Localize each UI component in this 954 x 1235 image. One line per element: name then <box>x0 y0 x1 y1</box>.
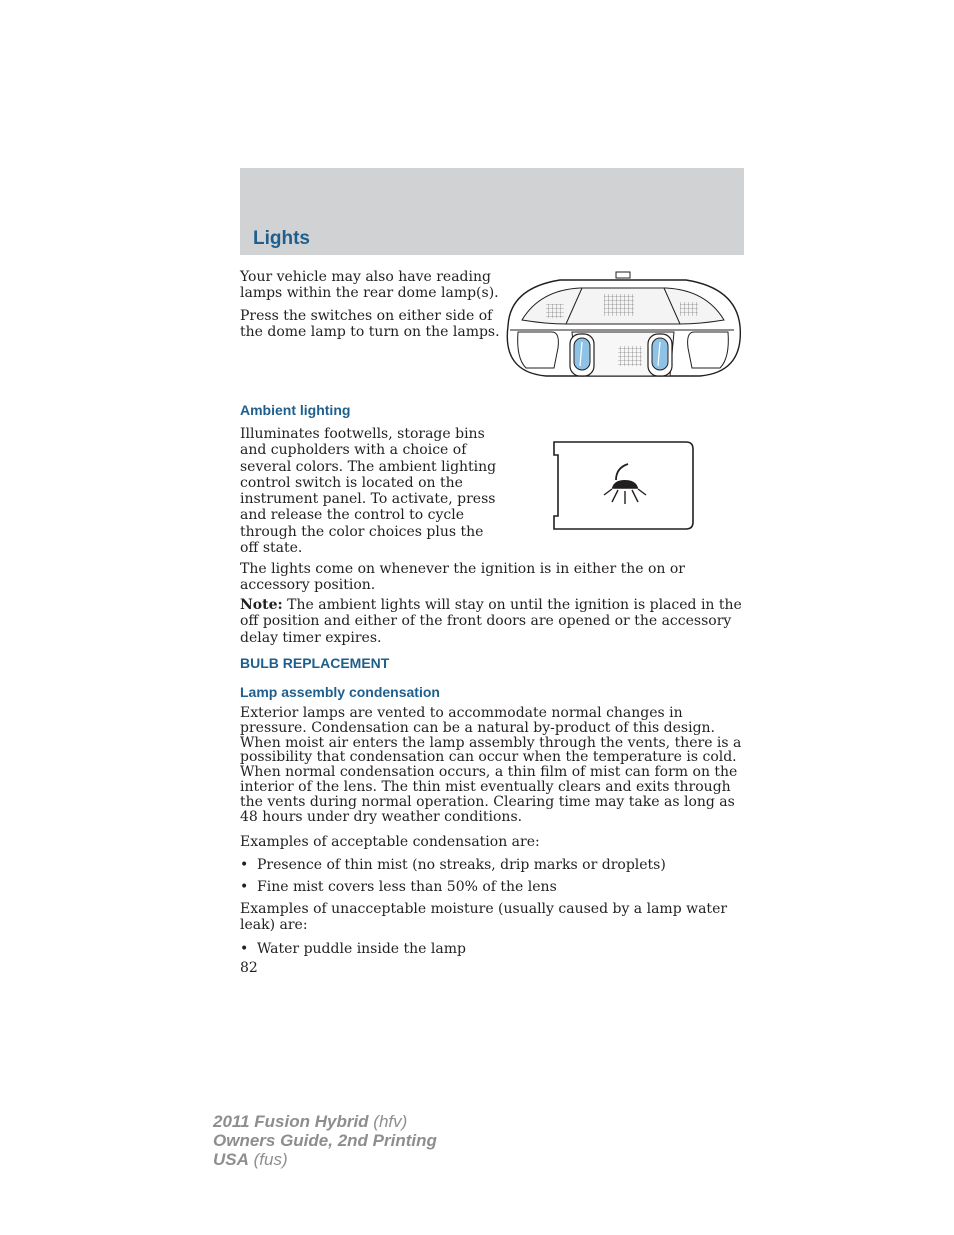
note-text: The ambient lights will stay on until the ignition is placed in the off position and either of the front doors are opened or the accessory delay timer expires. <box>240 597 742 646</box>
condensation-paragraph: Exterior lamps are vented to accommodate normal changes in pressure. Condensation can be a natural by-product of this design. When moist air enters the lamp assembly through the vents, there is a possibility that condensation can occur when the temperature is cold. When normal condensation occurs, a thin film of mist can form on the interior of the lens. The thin mist eventually clears and exits through the vents during normal operation. Clearing time may take as long as 48 hours under dry weather conditions. <box>240 705 742 825</box>
bulb-replacement-heading: BULB REPLACEMENT <box>240 655 390 671</box>
ambient-paragraph-1: Illuminates footwells, storage bins and cupholders with a choice of several colors. The ambient lighting control switch is located on the instrument panel. To activate, press and release the control to cycle through the color choices plus the off state. <box>240 426 497 557</box>
ambient-paragraph-2: The lights come on whenever the ignition is in either the on or accessory position. <box>240 561 685 594</box>
document-footer <box>213 1112 437 1169</box>
footer-region-code: (fus) <box>248 1150 288 1169</box>
list-item: • Presence of thin mist (no streaks, drip marks or droplets) <box>240 857 666 873</box>
footer-model: 2011 Fusion Hybrid <box>213 1112 369 1131</box>
ambient-note <box>240 597 752 646</box>
footer-guide: Owners Guide, 2nd Printing <box>213 1131 437 1150</box>
unacceptable-intro: Examples of unacceptable moisture (usually caused by a lamp water leak) are: <box>240 901 728 933</box>
ambient-lighting-heading: Ambient lighting <box>240 402 351 418</box>
intro-paragraph-1: Your vehicle may also have reading lamps within the rear dome lamp(s). <box>240 269 499 302</box>
section-header-band <box>240 168 744 255</box>
list-item: • Water puddle inside the lamp <box>240 941 466 957</box>
footer-region: USA <box>213 1150 249 1169</box>
lamp-condensation-heading: Lamp assembly condensation <box>240 684 440 700</box>
footer-model-code: (hfv) <box>368 1112 408 1131</box>
list-item: • Fine mist covers less than 50% of the lens <box>240 879 557 895</box>
intro-paragraph-2: Press the switches on either side of the dome lamp to turn on the lamps. <box>240 308 500 341</box>
note-label: Note: <box>240 597 283 613</box>
section-title: Lights <box>253 228 310 249</box>
page-number: 82 <box>240 960 258 976</box>
ambient-lighting-icon <box>552 440 696 532</box>
dome-lamp-illustration <box>500 268 746 382</box>
acceptable-intro: Examples of acceptable condensation are: <box>240 834 540 850</box>
